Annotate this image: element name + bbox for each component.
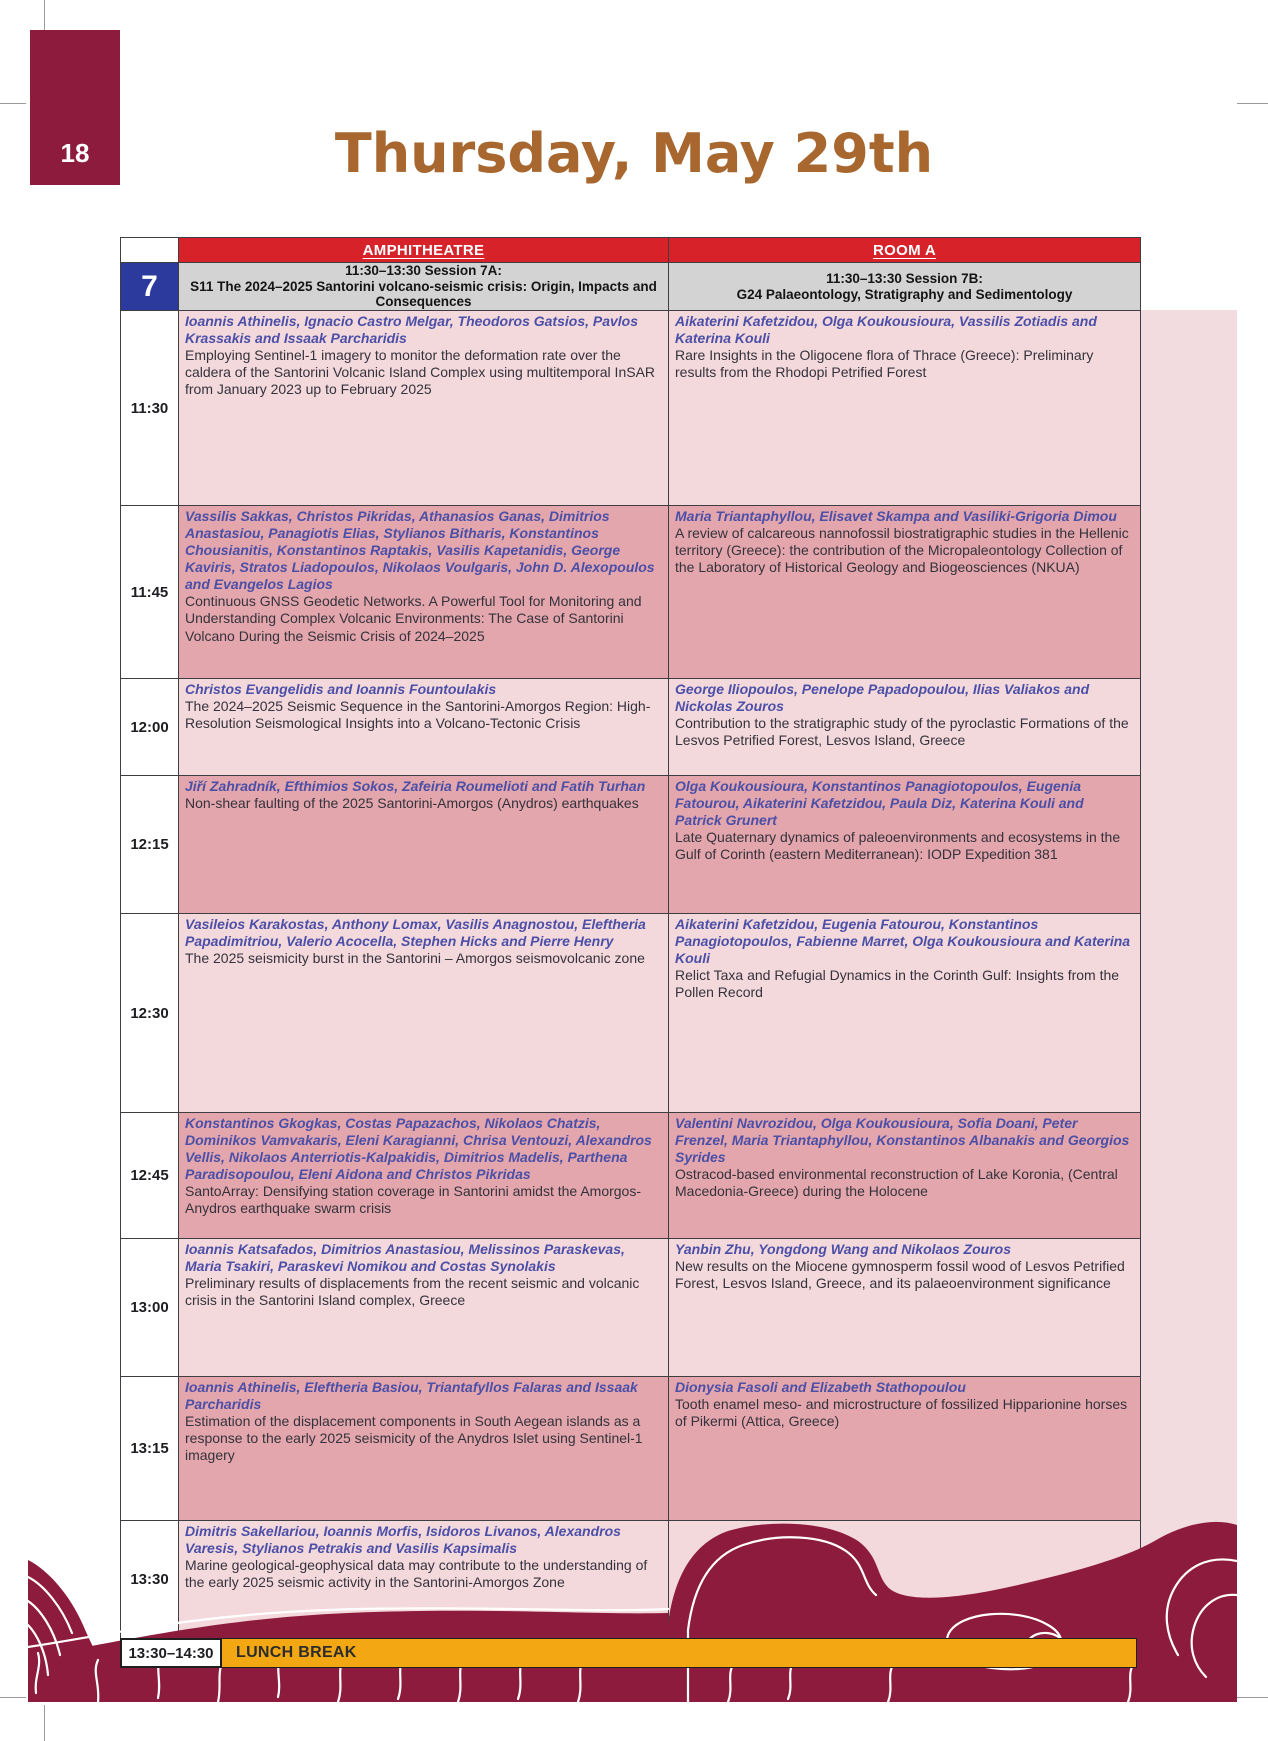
time-cell (121, 914, 179, 1113)
entry-room-a (669, 1239, 1141, 1377)
entry-room-a (669, 506, 1141, 679)
session-header-row (121, 263, 1141, 311)
lunch-time-cell (120, 1638, 222, 1668)
crop-mark (1237, 103, 1268, 104)
session-header-7b (669, 263, 1141, 311)
time-label: 12:45 (130, 1167, 169, 1184)
crop-mark (0, 103, 26, 104)
lunch-break-bar (222, 1638, 1137, 1668)
entry-amphitheatre (179, 1239, 669, 1377)
entry-room-a (669, 1113, 1141, 1239)
time-label: 11:45 (130, 583, 169, 601)
entry-authors: Ioannis Athinelis, Ignacio Castro Melgar, Theodoros Gatsios, Pavlos Krassakis and Issaak Parcharidis (185, 313, 639, 347)
schedule-table (120, 237, 1141, 1639)
session-time: 11:30–13:30 Session 7B: (826, 270, 983, 286)
entry-title: Ostracod-based environmental reconstruction of Lake Koronia, (Central Macedonia-Greece) during the Holocene (675, 1166, 1118, 1200)
time-cell (121, 776, 179, 914)
entry-room-a (669, 311, 1141, 506)
entry-authors: Aikaterini Kafetzidou, Eugenia Fatourou, Konstantinos Panagiotopoulos, Fabienne Marret, Olga Koukousioura and Katerina Kouli (675, 916, 1131, 967)
entry-title: Non-shear faulting of the 2025 Santorini-Amorgos (Anydros) earthquakes (185, 795, 639, 812)
time-label: 12:00 (130, 718, 169, 736)
entry-title: Marine geological-geophysical data may contribute to the understanding of the early 2025 seismic activity in the Santorini-Amorgos Zone (185, 1557, 648, 1591)
session-title: S11 The 2024–2025 Santorini volcano-seismic crisis: Origin, Impacts and Consequences (190, 278, 657, 310)
entry-authors: Aikaterini Kafetzidou, Olga Koukousioura, Vassilis Zotiadis and Katerina Kouli (675, 313, 1097, 347)
entry-authors: Vassilis Sakkas, Christos Pikridas, Athanasios Ganas, Dimitrios Anastasiou, Panagiotis Elias, Stylianos Bitharis, Konstantinos Chousianitis, Konstantinos Raptakis, Vasilis Kapetanidis, George Kaviris, Stratos Liadopoulos, Nikolaos Voulgaris, John D. Alexopoulos and Evangelos Lagios (185, 508, 655, 593)
entry-title: Estimation of the displacement components in South Aegean islands as a response to the early 2025 seismicity of the Anydros Islet using Sentinel-1 imagery (185, 1413, 643, 1464)
time-cell (121, 679, 179, 776)
entry-amphitheatre (179, 506, 669, 679)
time-cell (121, 506, 179, 679)
column-header-amphitheatre: AMPHITHEATRE (179, 238, 669, 263)
slot-number-cell (121, 263, 179, 311)
time-cell (121, 1239, 179, 1377)
entry-title: Continuous GNSS Geodetic Networks. A Powerful Tool for Monitoring and Understanding Complex Volcanic Environments: The Case of Santorini Volcano During the Seismic Crisis of 2024–2025 (185, 593, 642, 644)
time-label: 13:15 (130, 1440, 169, 1457)
schedule-row-1300 (121, 1239, 1141, 1377)
entry-authors: Olga Koukousioura, Konstantinos Panagiotopoulos, Eugenia Fatourou, Aikaterini Kafetzidou, Paula Diz, Katerina Kouli and Patrick Grunert (675, 778, 1084, 829)
entry-room-a (669, 776, 1141, 914)
schedule-row-1200 (121, 679, 1141, 776)
session-time: 11:30–13:30 Session 7A: (345, 263, 502, 279)
entry-authors: Maria Triantaphyllou, Elisavet Skampa and Vasiliki-Grigoria Dimou (675, 508, 1117, 524)
time-label: 12:30 (130, 1004, 169, 1022)
time-label: 11:30 (130, 399, 169, 417)
entry-title: The 2025 seismicity burst in the Santorini – Amorgos seismovolcanic zone (185, 950, 645, 967)
entry-title: Relict Taxa and Refugial Dynamics in the Corinth Gulf: Insights from the Pollen Record (675, 967, 1120, 1001)
entry-amphitheatre (179, 914, 669, 1113)
entry-title: Late Quaternary dynamics of paleoenvironments and ecosystems in the Gulf of Corinth (eastern Mediterranean): IODP Expedition 381 (675, 829, 1121, 863)
entry-authors: Dimitris Sakellariou, Ioannis Morfis, Isidoros Livanos, Alexandros Varesis, Stylianos Petrakis and Vasilis Kapsimalis (185, 1523, 621, 1557)
entry-authors: Konstantinos Gkogkas, Costas Papazachos, Nikolaos Chatzis, Dominikos Vamvakaris, Eleni Karagianni, Chrisa Ventouzi, Alexandros Vellis, Nikolaos Anterriotis-Kalpakidis, Dimitrios Madelis, Parthena Paradisopoulou, Eleni Aidona and Christos Pikridas (185, 1115, 652, 1183)
entry-amphitheatre (179, 311, 669, 506)
entry-title: The 2024–2025 Seismic Sequence in the Santorini-Amorgos Region: High-Resolution Seismological Insights into a Volcano-Tectonic Crisis (185, 698, 651, 732)
lunch-break-label: LUNCH BREAK (236, 1644, 357, 1661)
entry-room-a (669, 914, 1141, 1113)
entry-title: New results on the Miocene gymnosperm fossil wood of Lesvos Petrified Forest, Lesvos Island, Greece, and its palaeoenvironment significance (675, 1258, 1125, 1292)
header-spacer-cell (121, 238, 179, 263)
entry-title: SantoArray: Densifying station coverage in Santorini amidst the Amorgos-Anydros earthquake swarm crisis (185, 1183, 642, 1217)
entry-authors: Valentini Navrozidou, Olga Koukousioura, Sofia Doani, Peter Frenzel, Maria Triantaphyllou, Konstantinos Albanakis and Georgios Syrides (675, 1115, 1130, 1166)
time-cell (121, 1113, 179, 1239)
crop-mark (1237, 1697, 1268, 1698)
schedule-row-1230 (121, 914, 1141, 1113)
entry-amphitheatre (179, 679, 669, 776)
lunch-break-row (120, 1638, 1137, 1668)
schedule-row-1145 (121, 506, 1141, 679)
entry-authors: Jiří Zahradník, Efthimios Sokos, Zafeiria Roumelioti and Fatih Turhan (185, 778, 646, 794)
entry-title: Contribution to the stratigraphic study of the pyroclastic Formations of the Lesvos Petrified Forest, Lesvos Island, Greece (675, 715, 1129, 749)
entry-room-a (669, 679, 1141, 776)
page-title: Thursday, May 29th (334, 122, 934, 185)
entry-room-a (669, 1377, 1141, 1521)
entry-amphitheatre (179, 1113, 669, 1239)
entry-title: Employing Sentinel-1 imagery to monitor the deformation rate over the caldera of the Santorini Volcanic Island Complex using multitemporal InSAR from January 2023 up to February 2025 (185, 347, 656, 398)
entry-authors: Ioannis Athinelis, Eleftheria Basiou, Triantafyllos Falaras and Issaak Parcharidis (185, 1379, 638, 1413)
schedule-row-1315 (121, 1377, 1141, 1521)
page-number: 18 (60, 138, 90, 168)
entry-title: Preliminary results of displacements from the recent seismic and volcanic crisis in the Santorini Island complex, Greece (185, 1275, 640, 1309)
entry-amphitheatre (179, 1377, 669, 1521)
session-title: G24 Palaeontology, Stratigraphy and Sedimentology (736, 286, 1073, 302)
entry-amphitheatre (179, 776, 669, 914)
schedule-row-1215 (121, 776, 1141, 914)
entry-title: Rare Insights in the Oligocene flora of Thrace (Greece): Preliminary results from the Rhodopi Petrified Forest (675, 347, 1094, 381)
time-cell (121, 311, 179, 506)
lunch-time: 13:30–14:30 (128, 1644, 214, 1662)
entry-authors: George Iliopoulos, Penelope Papadopoulou, Ilias Valiakos and Nickolas Zouros (675, 681, 1090, 715)
entry-authors: Christos Evangelidis and Ioannis Fountoulakis (185, 681, 497, 697)
time-label: 13:30 (130, 1571, 169, 1588)
schedule-row-1130 (121, 311, 1141, 506)
time-label: 12:15 (130, 836, 169, 853)
page-number-box (30, 30, 120, 185)
topographic-decoration (28, 1515, 1237, 1702)
entry-authors: Yanbin Zhu, Yongdong Wang and Nikolaos Zouros (675, 1241, 1011, 1257)
crop-mark (0, 1697, 26, 1698)
time-label: 13:00 (130, 1299, 169, 1316)
entry-authors: Ioannis Katsafados, Dimitrios Anastasiou, Melissinos Paraskevas, Maria Tsakiri, Paraskevi Nomikou and Costas Synolakis (185, 1241, 625, 1275)
entry-authors: Vasileios Karakostas, Anthony Lomax, Vasilis Anagnostou, Eleftheria Papadimitriou, Valerio Acocella, Stephen Hicks and Pierre Henry (185, 916, 646, 950)
entry-authors: Dionysia Fasoli and Elizabeth Stathopoulou (675, 1379, 966, 1395)
entry-title: A review of calcareous nannofossil biostratigraphic studies in the Hellenic territory (Greece): the contribution of the Micropaleontology Collection of the Laboratory of Historical Geology and Biogeosciences (NKUA) (675, 525, 1129, 576)
crop-mark (44, 1705, 45, 1741)
time-cell (121, 1377, 179, 1521)
schedule-row-1245 (121, 1113, 1141, 1239)
slot-number: 7 (141, 269, 158, 303)
column-header-room-a: ROOM A (669, 238, 1141, 263)
session-header-7a (179, 263, 669, 311)
entry-title: Tooth enamel meso- and microstructure of fossilized Hipparionine horses of Pikermi (Attica, Greece) (675, 1396, 1128, 1430)
room-header-row (121, 238, 1141, 263)
